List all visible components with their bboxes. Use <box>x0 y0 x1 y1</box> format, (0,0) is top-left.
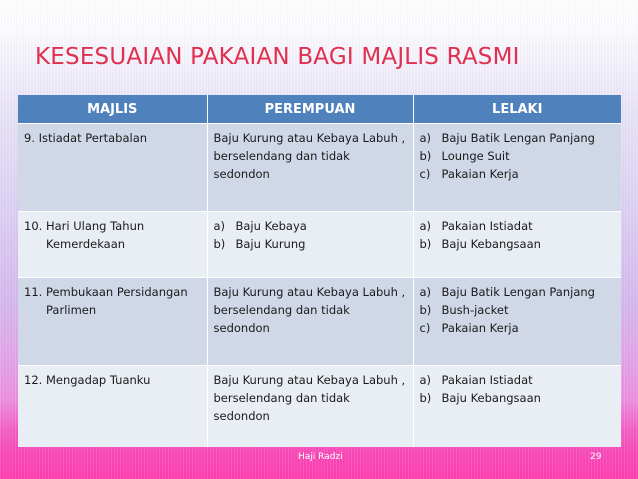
cell-lelaki <box>413 212 621 278</box>
item-label: c) <box>419 321 431 335</box>
list-item <box>420 217 616 235</box>
cell-majlis <box>18 212 207 278</box>
item-text: Bush-jacket <box>441 303 509 317</box>
cell-lelaki <box>413 278 621 366</box>
table-row <box>18 212 621 278</box>
lelaki-list <box>420 129 616 183</box>
majlis-text: 10. Hari Ulang Tahun Kemerdekaan <box>24 219 145 251</box>
item-label: b) <box>419 391 432 405</box>
cell-perempuan <box>207 278 413 366</box>
item-label: b) <box>213 237 226 251</box>
item-text: Baju Kebaya <box>235 219 307 233</box>
cell-majlis <box>18 124 207 212</box>
item-label: b) <box>419 303 432 317</box>
table-row <box>18 278 621 366</box>
lelaki-list <box>420 217 616 253</box>
header-majlis: MAJLIS <box>18 95 207 124</box>
cell-lelaki <box>413 124 621 212</box>
item-text: Baju Batik Lengan Panjang <box>441 131 595 145</box>
lelaki-list <box>420 283 616 337</box>
item-label: c) <box>419 167 431 181</box>
item-label: a) <box>213 219 226 233</box>
cell-perempuan <box>207 212 413 278</box>
list-item <box>420 389 616 407</box>
item-label: a) <box>419 219 432 233</box>
list-item <box>420 371 616 389</box>
majlis-text: 11. Pembukaan Persidangan Parlimen <box>24 285 188 317</box>
lelaki-list <box>420 371 616 407</box>
item-text: Baju Kebangsaan <box>441 391 541 405</box>
item-label: a) <box>419 285 432 299</box>
page-number: 29 <box>590 452 602 462</box>
header-lelaki: LELAKI <box>413 95 621 124</box>
item-label: a) <box>419 373 432 387</box>
item-text: Pakaian Istiadat <box>441 219 533 233</box>
item-text: Pakaian Istiadat <box>441 373 533 387</box>
majlis-text: 12. Mengadap Tuanku <box>24 373 151 387</box>
table-header-row <box>18 95 621 124</box>
perempuan-text: Baju Kurung atau Kebaya Labuh , berselendang dan tidak sedondon <box>213 285 406 335</box>
list-item <box>420 165 616 183</box>
list-item <box>420 129 616 147</box>
list-item <box>420 283 616 301</box>
perempuan-text: Baju Kurung atau Kebaya Labuh , berselendang dan tidak sedondon <box>213 131 406 181</box>
item-label: b) <box>419 237 432 251</box>
list-item <box>214 217 407 235</box>
item-text: Pakaian Kerja <box>441 321 519 335</box>
list-item <box>420 301 616 319</box>
slide-title: KESESUAIAN PAKAIAN BAGI MAJLIS RASMI <box>35 44 520 70</box>
item-text: Baju Kebangsaan <box>441 237 541 251</box>
footer-author: Haji Radzi <box>298 452 343 462</box>
list-item <box>420 235 616 253</box>
cell-perempuan <box>207 366 413 448</box>
perempuan-list <box>214 217 407 253</box>
cell-majlis <box>18 278 207 366</box>
item-label: b) <box>419 149 432 163</box>
table-row <box>18 366 621 448</box>
header-perempuan: PEREMPUAN <box>207 95 413 124</box>
item-text: Lounge Suit <box>441 149 510 163</box>
perempuan-text: Baju Kurung atau Kebaya Labuh , berselendang dan tidak sedondon <box>213 373 406 423</box>
majlis-text: 9. Istiadat Pertabalan <box>24 131 148 145</box>
item-text: Baju Batik Lengan Panjang <box>441 285 595 299</box>
cell-majlis <box>18 366 207 448</box>
list-item <box>420 147 616 165</box>
list-item <box>420 319 616 337</box>
cell-perempuan <box>207 124 413 212</box>
list-item <box>214 235 407 253</box>
item-text: Pakaian Kerja <box>441 167 519 181</box>
dress-code-table <box>18 95 621 447</box>
item-label: a) <box>419 131 432 145</box>
cell-lelaki <box>413 366 621 448</box>
table-row <box>18 124 621 212</box>
item-text: Baju Kurung <box>235 237 306 251</box>
